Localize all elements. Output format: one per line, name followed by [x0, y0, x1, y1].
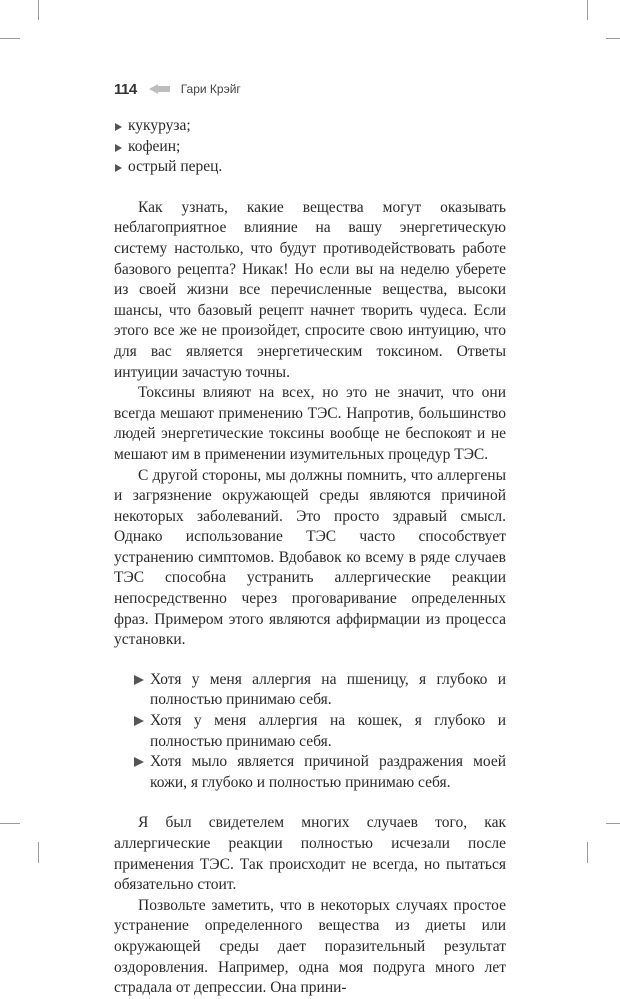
page-body: [114, 116, 506, 999]
crop-mark: [606, 38, 620, 39]
author-name: Гари Крэйг: [180, 82, 241, 96]
arrow-left-icon: [149, 84, 171, 94]
bullet-triangle-icon: [115, 164, 122, 172]
page-number: 114: [114, 80, 137, 98]
crop-mark: [38, 842, 39, 863]
paragraph: Позвольте заметить, что в некоторых случаях простое устранение определенного вещества из диеты или окружающей среды дает поразительный результат оздоровления. Например, одна моя подруга много лет страдала от депрессии. Она прини-: [114, 896, 506, 997]
list-item: Хотя у меня аллергия на пшеницу, я глубоко и полностью принимаю себя.: [114, 670, 506, 711]
list-item: Хотя у меня аллергия на кошек, я глубоко и полностью принимаю себя.: [114, 711, 506, 752]
bullet-triangle-icon: [115, 144, 122, 152]
bullet-triangle-icon: [115, 123, 122, 131]
crop-mark: [38, 0, 39, 20]
crop-mark: [606, 823, 620, 824]
crop-mark: [587, 0, 588, 20]
bullet-triangle-icon: [134, 757, 144, 767]
crop-mark: [0, 823, 20, 824]
bullet-triangle-icon: [134, 675, 144, 685]
crop-mark: [0, 38, 20, 39]
list-item: острый перец.: [114, 157, 506, 178]
paragraph: Токсины влияют на всех, но это не значит, что они всегда мешают применению ТЭС. Напротив, большинство людей энергетические токсины вообще не беспокоят и не мешают им в применении изумительных процедур ТЭС.: [114, 384, 506, 463]
list-item: кукуруза;: [114, 116, 506, 137]
running-header: [114, 79, 241, 99]
food-list: [114, 116, 506, 178]
bullet-triangle-icon: [134, 716, 144, 726]
paragraph: С другой стороны, мы должны помнить, что аллергены и загрязнение окружающей среды являются причиной некоторых заболеваний. Это просто здравый смысл. Однако использование ТЭС часто способствует устранению симптомов. Вдобавок ко всему в ряде случаев ТЭС способна устранить аллергические реакции непосредственно через проговаривание определенных фраз. Примером этого являются аффирмации из процесса установки.: [114, 466, 506, 649]
paragraph: Я был свидетелем многих случаев того, как аллергические реакции полностью исчезали после применения ТЭС. Так происходит не всегда, но пытаться обязательно стоит.: [114, 814, 506, 894]
paragraph: Как узнать, какие вещества могут оказывать неблагоприятное влияние на вашу энергетическую систему настолько, что будут противодействовать работе базового рецепта? Никак! Но если вы на неделю уберете из своей жизни все перечисленные вещества, высоки шансы, что базовый рецепт начнет творить чудеса. Если этого все же не произойдет, спросите свою интуицию, что для вас является энергетическим токсином. Ответы интуиции зачастую точны.: [114, 198, 506, 381]
affirmation-list: [114, 670, 506, 794]
crop-mark: [587, 842, 588, 863]
list-item: Хотя мыло является причиной раздражения моей кожи, я глубоко и полностью принимаю себя.: [114, 752, 506, 793]
list-item: кофеин;: [114, 137, 506, 158]
